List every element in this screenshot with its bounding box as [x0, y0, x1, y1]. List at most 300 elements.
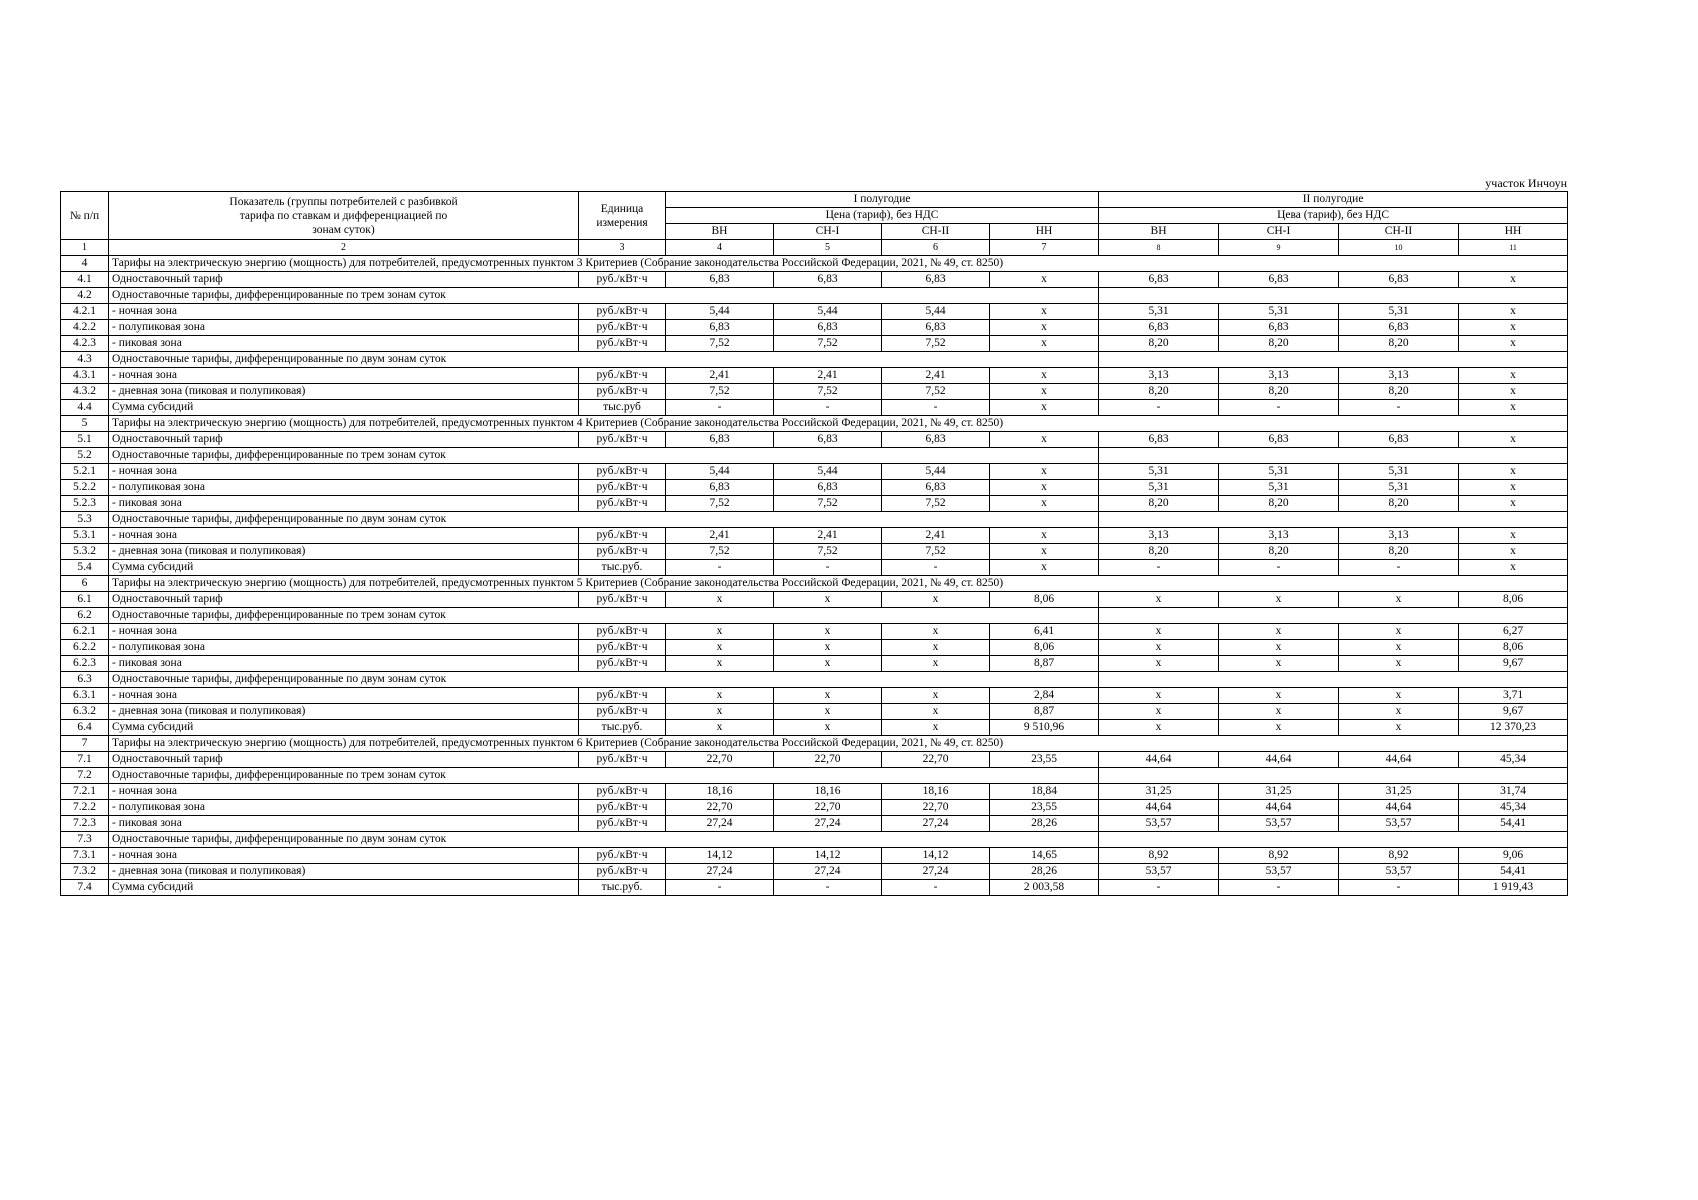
row-value: 28,26	[990, 816, 1099, 832]
row-unit: руб./кВт·ч	[579, 592, 666, 608]
row-value: х	[882, 640, 990, 656]
row-value: 8,20	[1099, 384, 1219, 400]
table-row	[61, 688, 1568, 704]
row-value: х	[666, 640, 774, 656]
row-value: х	[990, 464, 1099, 480]
table-row	[61, 496, 1568, 512]
row-value: 2,41	[882, 528, 990, 544]
row-value: 31,25	[1219, 784, 1339, 800]
row-value: 2,41	[774, 528, 882, 544]
table-row	[61, 384, 1568, 400]
col-index: 8	[1099, 240, 1219, 256]
row-value: 27,24	[774, 864, 882, 880]
row-value: 22,70	[774, 800, 882, 816]
row-value: 5,31	[1219, 304, 1339, 320]
col-index: 9	[1219, 240, 1339, 256]
table-row	[61, 656, 1568, 672]
row-value: -	[1219, 880, 1339, 896]
row-unit: руб./кВт·ч	[579, 320, 666, 336]
row-value: х	[882, 704, 990, 720]
row-value: 7,52	[666, 336, 774, 352]
row-value: х	[1099, 592, 1219, 608]
row-value: 5,31	[1099, 304, 1219, 320]
row-value: х	[774, 720, 882, 736]
row-value: 22,70	[774, 752, 882, 768]
row-value: 54,41	[1459, 864, 1568, 880]
row-number: 5.4	[61, 560, 109, 576]
row-values-empty	[1099, 288, 1568, 304]
row-value: -	[1099, 560, 1219, 576]
row-value: 44,64	[1339, 800, 1459, 816]
row-value: х	[1219, 704, 1339, 720]
row-name: - дневная зона (пиковая и полупиковая)	[109, 704, 579, 720]
row-value: 44,64	[1099, 752, 1219, 768]
row-number: 5.2.3	[61, 496, 109, 512]
row-value: 5,44	[774, 464, 882, 480]
row-value: 3,71	[1459, 688, 1568, 704]
row-number: 5.2	[61, 448, 109, 464]
table-row	[61, 752, 1568, 768]
row-value: х	[990, 560, 1099, 576]
row-value: х	[1459, 336, 1568, 352]
row-value: 7,52	[882, 336, 990, 352]
row-value: -	[1339, 400, 1459, 416]
row-value: 14,12	[774, 848, 882, 864]
row-value: 2,41	[666, 528, 774, 544]
row-value: 18,16	[666, 784, 774, 800]
row-name: - ночная зона	[109, 848, 579, 864]
row-value: 8,20	[1219, 336, 1339, 352]
col-index: 1	[61, 240, 109, 256]
header-half2: II полугодие	[1099, 192, 1568, 208]
row-values-empty	[1099, 352, 1568, 368]
row-number: 6.3.2	[61, 704, 109, 720]
row-value: х	[882, 656, 990, 672]
row-value: 3,13	[1339, 528, 1459, 544]
row-value: х	[990, 496, 1099, 512]
header-level: СН-II	[882, 224, 990, 240]
row-value: 6,83	[666, 320, 774, 336]
header-half1: I полугодие	[666, 192, 1099, 208]
table-row	[61, 544, 1568, 560]
row-value: 53,57	[1339, 864, 1459, 880]
row-value: 6,83	[1099, 272, 1219, 288]
row-number: 4.2.2	[61, 320, 109, 336]
row-value: 22,70	[882, 752, 990, 768]
table-row	[61, 336, 1568, 352]
row-value: 3,13	[1099, 368, 1219, 384]
row-values-empty	[666, 832, 1099, 848]
row-value: 6,83	[774, 272, 882, 288]
row-name: Одноставочные тарифы, дифференцированные по двум зонам суток	[109, 352, 579, 368]
row-value: 31,25	[1339, 784, 1459, 800]
row-value: х	[666, 688, 774, 704]
row-value: 8,92	[1099, 848, 1219, 864]
row-value: 22,70	[666, 800, 774, 816]
row-name: - дневная зона (пиковая и полупиковая)	[109, 544, 579, 560]
col-index: 11	[1459, 240, 1568, 256]
row-value: х	[1339, 688, 1459, 704]
row-name: Одноставочный тариф	[109, 592, 579, 608]
row-unit: руб./кВт·ч	[579, 656, 666, 672]
header-level: НН	[990, 224, 1099, 240]
row-unit-empty	[579, 288, 666, 304]
row-value: 45,34	[1459, 752, 1568, 768]
row-value: 7,52	[882, 384, 990, 400]
row-value: 9,67	[1459, 704, 1568, 720]
row-value: 53,57	[1099, 864, 1219, 880]
row-number: 7.2.3	[61, 816, 109, 832]
row-values-empty	[1099, 768, 1568, 784]
row-value: 8,92	[1219, 848, 1339, 864]
row-name: - пиковая зона	[109, 336, 579, 352]
row-value: 22,70	[882, 800, 990, 816]
row-value: 2,41	[666, 368, 774, 384]
row-value: 6,83	[666, 272, 774, 288]
row-value: 6,83	[882, 480, 990, 496]
row-name: Одноставочные тарифы, дифференцированные по трем зонам суток	[109, 448, 579, 464]
row-value: х	[1339, 656, 1459, 672]
row-unit: руб./кВт·ч	[579, 304, 666, 320]
row-unit: тыс.руб.	[579, 720, 666, 736]
col-index: 7	[990, 240, 1099, 256]
table-row	[61, 272, 1568, 288]
row-value: 8,20	[1339, 384, 1459, 400]
row-value: 8,20	[1219, 544, 1339, 560]
row-value: -	[882, 880, 990, 896]
tariff-table	[60, 191, 1568, 896]
row-value: х	[882, 688, 990, 704]
row-value: х	[1219, 688, 1339, 704]
row-value: 2 003,58	[990, 880, 1099, 896]
header-level: СН-I	[1219, 224, 1339, 240]
row-name: Одноставочные тарифы, дифференцированные по трем зонам суток	[109, 288, 579, 304]
row-number: 5.2.1	[61, 464, 109, 480]
row-value: 6,83	[1219, 272, 1339, 288]
row-number: 7.3.2	[61, 864, 109, 880]
row-name: - ночная зона	[109, 528, 579, 544]
row-value: 12 370,23	[1459, 720, 1568, 736]
row-value: х	[1459, 528, 1568, 544]
row-value: 6,83	[882, 432, 990, 448]
row-value: х	[666, 720, 774, 736]
section-title: Тарифы на электрическую энергию (мощность) для потребителей, предусмотренных пунктом 4 Критериев (Собрание законодательства Российской Федерации, 2021, № 49, ст. 8250)	[109, 416, 1568, 432]
row-name: Одноставочные тарифы, дифференцированные по двум зонам суток	[109, 832, 579, 848]
row-value: х	[1339, 720, 1459, 736]
row-value: 6,83	[1339, 320, 1459, 336]
row-unit: руб./кВт·ч	[579, 464, 666, 480]
row-unit: руб./кВт·ч	[579, 816, 666, 832]
row-number: 4.2.1	[61, 304, 109, 320]
row-number: 7.2.1	[61, 784, 109, 800]
table-row	[61, 528, 1568, 544]
row-value: 3,13	[1219, 368, 1339, 384]
row-values-empty	[1099, 832, 1568, 848]
row-unit: руб./кВт·ч	[579, 752, 666, 768]
row-value: х	[990, 304, 1099, 320]
col-index: 2	[109, 240, 579, 256]
row-value: 5,31	[1099, 464, 1219, 480]
table-row	[61, 832, 1568, 848]
header-level: СН-I	[774, 224, 882, 240]
row-name: Сумма субсидий	[109, 560, 579, 576]
row-value: х	[990, 320, 1099, 336]
row-value: 5,44	[666, 464, 774, 480]
row-number: 6.2.1	[61, 624, 109, 640]
row-value: х	[1219, 640, 1339, 656]
row-value: 7,52	[882, 544, 990, 560]
row-number: 4.3	[61, 352, 109, 368]
row-value: 2,84	[990, 688, 1099, 704]
header-level: СН-II	[1339, 224, 1459, 240]
row-unit: руб./кВт·ч	[579, 384, 666, 400]
row-value: 18,16	[882, 784, 990, 800]
row-value: х	[882, 592, 990, 608]
row-unit: тыс.руб.	[579, 560, 666, 576]
row-value: 44,64	[1219, 800, 1339, 816]
row-unit: руб./кВт·ч	[579, 704, 666, 720]
row-value: -	[1219, 400, 1339, 416]
row-value: 8,20	[1339, 336, 1459, 352]
row-value: х	[990, 400, 1099, 416]
row-value: 8,20	[1339, 544, 1459, 560]
row-value: 8,06	[1459, 592, 1568, 608]
row-name: Одноставочный тариф	[109, 752, 579, 768]
row-name: - ночная зона	[109, 784, 579, 800]
row-value: 7,52	[666, 496, 774, 512]
row-value: х	[990, 336, 1099, 352]
table-row	[61, 672, 1568, 688]
row-value: х	[990, 528, 1099, 544]
row-name: Одноставочные тарифы, дифференцированные по двум зонам суток	[109, 512, 579, 528]
table-row	[61, 704, 1568, 720]
row-number: 6.4	[61, 720, 109, 736]
row-number: 5.3.2	[61, 544, 109, 560]
row-value: 1 919,43	[1459, 880, 1568, 896]
row-value: -	[774, 400, 882, 416]
row-value: 44,64	[1339, 752, 1459, 768]
row-unit-empty	[579, 768, 666, 784]
row-value: 23,55	[990, 800, 1099, 816]
row-value: 27,24	[882, 816, 990, 832]
table-row	[61, 352, 1568, 368]
row-value: 7,52	[666, 544, 774, 560]
row-value: х	[1219, 624, 1339, 640]
row-value: -	[1339, 880, 1459, 896]
row-value: х	[990, 368, 1099, 384]
row-values-empty	[666, 768, 1099, 784]
row-unit-empty	[579, 832, 666, 848]
row-name: Сумма субсидий	[109, 880, 579, 896]
row-number: 7.2	[61, 768, 109, 784]
section-title: Тарифы на электрическую энергию (мощность) для потребителей, предусмотренных пунктом 5 Критериев (Собрание законодательства Российской Федерации, 2021, № 49, ст. 8250)	[109, 576, 1568, 592]
table-row	[61, 608, 1568, 624]
header-level: ВН	[1099, 224, 1219, 240]
row-value: х	[1099, 704, 1219, 720]
row-number: 4.4	[61, 400, 109, 416]
table-row	[61, 432, 1568, 448]
row-number: 4.3.2	[61, 384, 109, 400]
row-value: х	[990, 432, 1099, 448]
table-row	[61, 400, 1568, 416]
row-value: х	[774, 640, 882, 656]
row-value: 5,44	[666, 304, 774, 320]
row-name: Сумма субсидий	[109, 400, 579, 416]
row-value: 6,83	[774, 480, 882, 496]
table-row	[61, 800, 1568, 816]
row-value: 8,20	[1099, 496, 1219, 512]
col-index: 4	[666, 240, 774, 256]
section-number: 5	[61, 416, 109, 432]
table-row	[61, 880, 1568, 896]
header-price1: Цена (тариф), без НДС	[666, 208, 1099, 224]
row-value: 6,83	[882, 320, 990, 336]
row-value: -	[882, 400, 990, 416]
row-value: 6,27	[1459, 624, 1568, 640]
row-value: -	[666, 560, 774, 576]
section-header	[61, 736, 1568, 752]
row-values-empty	[666, 512, 1099, 528]
row-value: 8,20	[1099, 544, 1219, 560]
row-name: - ночная зона	[109, 368, 579, 384]
row-value: х	[882, 720, 990, 736]
section-header	[61, 256, 1568, 272]
row-value: х	[1459, 464, 1568, 480]
row-value: 28,26	[990, 864, 1099, 880]
row-unit-empty	[579, 352, 666, 368]
table-row	[61, 640, 1568, 656]
table-row	[61, 304, 1568, 320]
row-value: 3,13	[1339, 368, 1459, 384]
row-values-empty	[1099, 672, 1568, 688]
table-row	[61, 592, 1568, 608]
row-value: х	[774, 624, 882, 640]
row-value: 14,12	[882, 848, 990, 864]
row-value: х	[1339, 704, 1459, 720]
row-value: 8,06	[1459, 640, 1568, 656]
row-value: х	[774, 704, 882, 720]
row-unit: руб./кВт·ч	[579, 640, 666, 656]
row-value: 5,31	[1339, 464, 1459, 480]
row-number: 6.1	[61, 592, 109, 608]
row-value: 5,31	[1219, 464, 1339, 480]
row-value: 31,25	[1099, 784, 1219, 800]
row-number: 7.1	[61, 752, 109, 768]
row-value: х	[666, 704, 774, 720]
row-value: х	[1219, 592, 1339, 608]
row-number: 5.3.1	[61, 528, 109, 544]
row-unit: руб./кВт·ч	[579, 800, 666, 816]
site-label: участок Инчоун	[1485, 176, 1567, 190]
row-number: 6.2	[61, 608, 109, 624]
row-name: - пиковая зона	[109, 656, 579, 672]
row-unit-empty	[579, 448, 666, 464]
row-name: Одноставочные тарифы, дифференцированные по двум зонам суток	[109, 672, 579, 688]
row-value: -	[774, 560, 882, 576]
row-value: 5,44	[774, 304, 882, 320]
row-number: 7.4	[61, 880, 109, 896]
table-row	[61, 720, 1568, 736]
row-values-empty	[666, 672, 1099, 688]
row-value: 14,12	[666, 848, 774, 864]
row-value: 2,41	[882, 368, 990, 384]
section-title: Тарифы на электрическую энергию (мощность) для потребителей, предусмотренных пунктом 6 Критериев (Собрание законодательства Российской Федерации, 2021, № 49, ст. 8250)	[109, 736, 1568, 752]
row-name: - ночная зона	[109, 688, 579, 704]
header-num: № п/п	[61, 192, 109, 240]
row-unit: руб./кВт·ч	[579, 336, 666, 352]
row-value: х	[990, 480, 1099, 496]
row-value: 8,92	[1339, 848, 1459, 864]
row-values-empty	[666, 448, 1099, 464]
row-value: 6,83	[1099, 320, 1219, 336]
row-value: -	[774, 880, 882, 896]
table-row	[61, 464, 1568, 480]
row-value: -	[882, 560, 990, 576]
table-body	[61, 256, 1568, 896]
row-value: 7,52	[666, 384, 774, 400]
row-number: 6.2.3	[61, 656, 109, 672]
row-unit: руб./кВт·ч	[579, 784, 666, 800]
row-value: 7,52	[774, 496, 882, 512]
row-value: 27,24	[666, 816, 774, 832]
row-value: 18,84	[990, 784, 1099, 800]
table-row	[61, 288, 1568, 304]
table-row	[61, 560, 1568, 576]
row-unit-empty	[579, 608, 666, 624]
row-name: - ночная зона	[109, 624, 579, 640]
row-value: 6,83	[666, 480, 774, 496]
table-row	[61, 624, 1568, 640]
row-unit: руб./кВт·ч	[579, 272, 666, 288]
row-name: Одноставочные тарифы, дифференцированные по трем зонам суток	[109, 608, 579, 624]
col-index: 3	[579, 240, 666, 256]
row-value: 5,31	[1339, 304, 1459, 320]
row-value: х	[1459, 432, 1568, 448]
row-value: х	[774, 656, 882, 672]
table-row	[61, 784, 1568, 800]
row-value: х	[1099, 624, 1219, 640]
row-value: х	[1459, 320, 1568, 336]
table-row	[61, 320, 1568, 336]
row-number: 7.3	[61, 832, 109, 848]
row-value: 5,31	[1099, 480, 1219, 496]
row-unit: руб./кВт·ч	[579, 368, 666, 384]
row-value: 5,44	[882, 304, 990, 320]
row-name: - полупиковая зона	[109, 640, 579, 656]
section-header	[61, 576, 1568, 592]
row-value: х	[1459, 304, 1568, 320]
row-value: х	[1459, 480, 1568, 496]
row-value: 9,06	[1459, 848, 1568, 864]
row-unit: руб./кВт·ч	[579, 528, 666, 544]
row-value: х	[1099, 720, 1219, 736]
row-number: 7.3.1	[61, 848, 109, 864]
table-row	[61, 512, 1568, 528]
row-value: 45,34	[1459, 800, 1568, 816]
row-value: 8,20	[1219, 496, 1339, 512]
row-unit: руб./кВт·ч	[579, 496, 666, 512]
row-value: 7,52	[774, 384, 882, 400]
row-value: 31,74	[1459, 784, 1568, 800]
row-value: х	[990, 384, 1099, 400]
col-index: 5	[774, 240, 882, 256]
row-value: -	[1099, 400, 1219, 416]
row-value: 6,83	[774, 320, 882, 336]
row-unit: руб./кВт·ч	[579, 544, 666, 560]
row-value: 53,57	[1099, 816, 1219, 832]
row-value: 14,65	[990, 848, 1099, 864]
row-value: х	[1459, 544, 1568, 560]
